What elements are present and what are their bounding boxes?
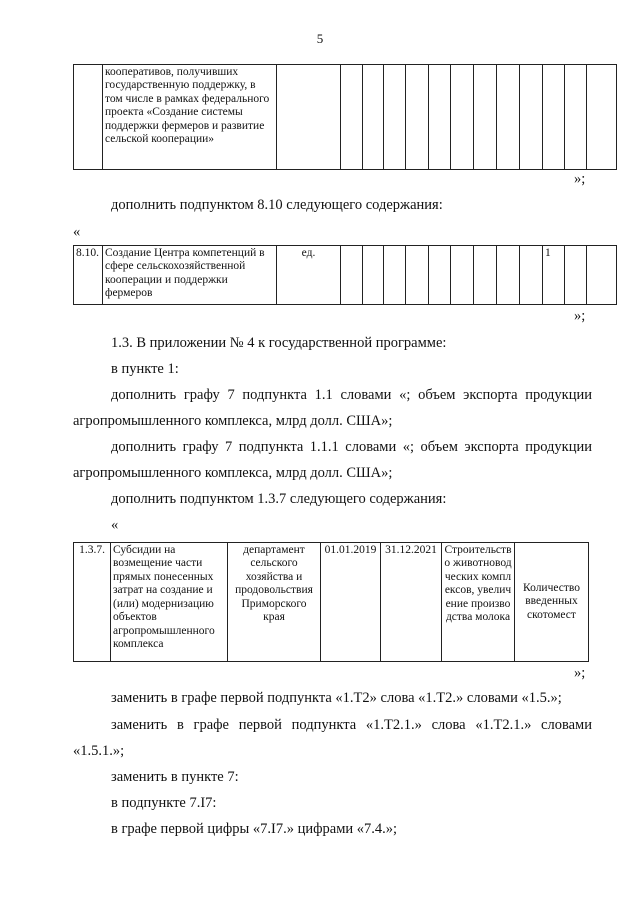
executor-cell: департамент сельского хозяйства и продовольствия Приморского края bbox=[228, 543, 321, 662]
item-name-cell: Субсидии на возмещение части прямых понесенных затрат на создание и (или) модернизацию объектов агропромышленного комплекса bbox=[111, 543, 228, 662]
table-row bbox=[74, 543, 589, 662]
paragraph-1-3: 1.3. В приложении № 4 к государственной программе: bbox=[111, 335, 447, 351]
paragraph-graph7-1-1-cont: агропромышленного комплекса, млрд долл. США»; bbox=[73, 413, 393, 429]
paragraph-replace-2-cont: «1.5.1.»; bbox=[73, 743, 125, 759]
paragraph-replace-5: в графе первой цифры «7.I7.» цифрами «7.4.»; bbox=[111, 821, 398, 837]
page-number: 5 bbox=[316, 31, 324, 46]
unit-cell: ед. bbox=[277, 246, 341, 305]
item-number-cell: 8.10. bbox=[74, 246, 103, 305]
paragraph-replace-2: заменить в графе первой подпункта «1.T2.1.» слова «1.T2.1.» словами bbox=[111, 717, 592, 733]
paragraph-graph7-1-1: дополнить графу 7 подпункта 1.1 словами «; объем экспорта продукции bbox=[111, 387, 592, 403]
item-name-cell: Создание Центра компетенций в сфере сельскохозяйственной кооперации и поддержки фермеров bbox=[103, 246, 277, 305]
end-date-cell: 31.12.2021 bbox=[381, 543, 442, 662]
table-row bbox=[74, 65, 617, 170]
table-subitem-1-3-7 bbox=[73, 542, 589, 662]
paragraph-replace-3: заменить в пункте 7: bbox=[111, 769, 239, 785]
paragraph-point-1: в пункте 1: bbox=[111, 361, 179, 377]
open-quote: « bbox=[73, 224, 81, 240]
result-cell: Строительство животноводческих комплексов, увеличение производства молока bbox=[442, 543, 515, 662]
close-quote: »; bbox=[574, 308, 586, 324]
paragraph-add-1-3-7: дополнить подпунктом 1.3.7 следующего содержания: bbox=[111, 491, 447, 507]
table-continuation bbox=[73, 64, 617, 170]
paragraph-replace-4: в подпункте 7.I7: bbox=[111, 795, 217, 811]
table-row bbox=[74, 246, 617, 305]
indicator-name-cell: кооперативов, получивших государственную поддержку, в том числе в рамках федерального проекта «Создание системы поддержки фермеров и развитие сельской кооперации» bbox=[103, 65, 277, 170]
indicator-cell: Количество введенных скотомест bbox=[515, 543, 589, 662]
close-quote: »; bbox=[574, 171, 586, 187]
paragraph-graph7-1-1-1: дополнить графу 7 подпункта 1.1.1 словами «; объем экспорта продукции bbox=[111, 439, 592, 455]
close-quote: »; bbox=[574, 665, 586, 681]
table-subitem-8-10 bbox=[73, 245, 617, 305]
paragraph-graph7-1-1-1-cont: агропромышленного комплекса, млрд долл. США»; bbox=[73, 465, 393, 481]
value-cell: 1 bbox=[543, 246, 565, 305]
paragraph-replace-1: заменить в графе первой подпункта «1.T2» слова «1.T2.» словами «1.5.»; bbox=[111, 690, 562, 706]
item-number-cell: 1.3.7. bbox=[74, 543, 111, 662]
start-date-cell: 01.01.2019 bbox=[321, 543, 381, 662]
open-quote: « bbox=[111, 517, 119, 533]
paragraph-add-8-10: дополнить подпунктом 8.10 следующего содержания: bbox=[111, 197, 443, 213]
